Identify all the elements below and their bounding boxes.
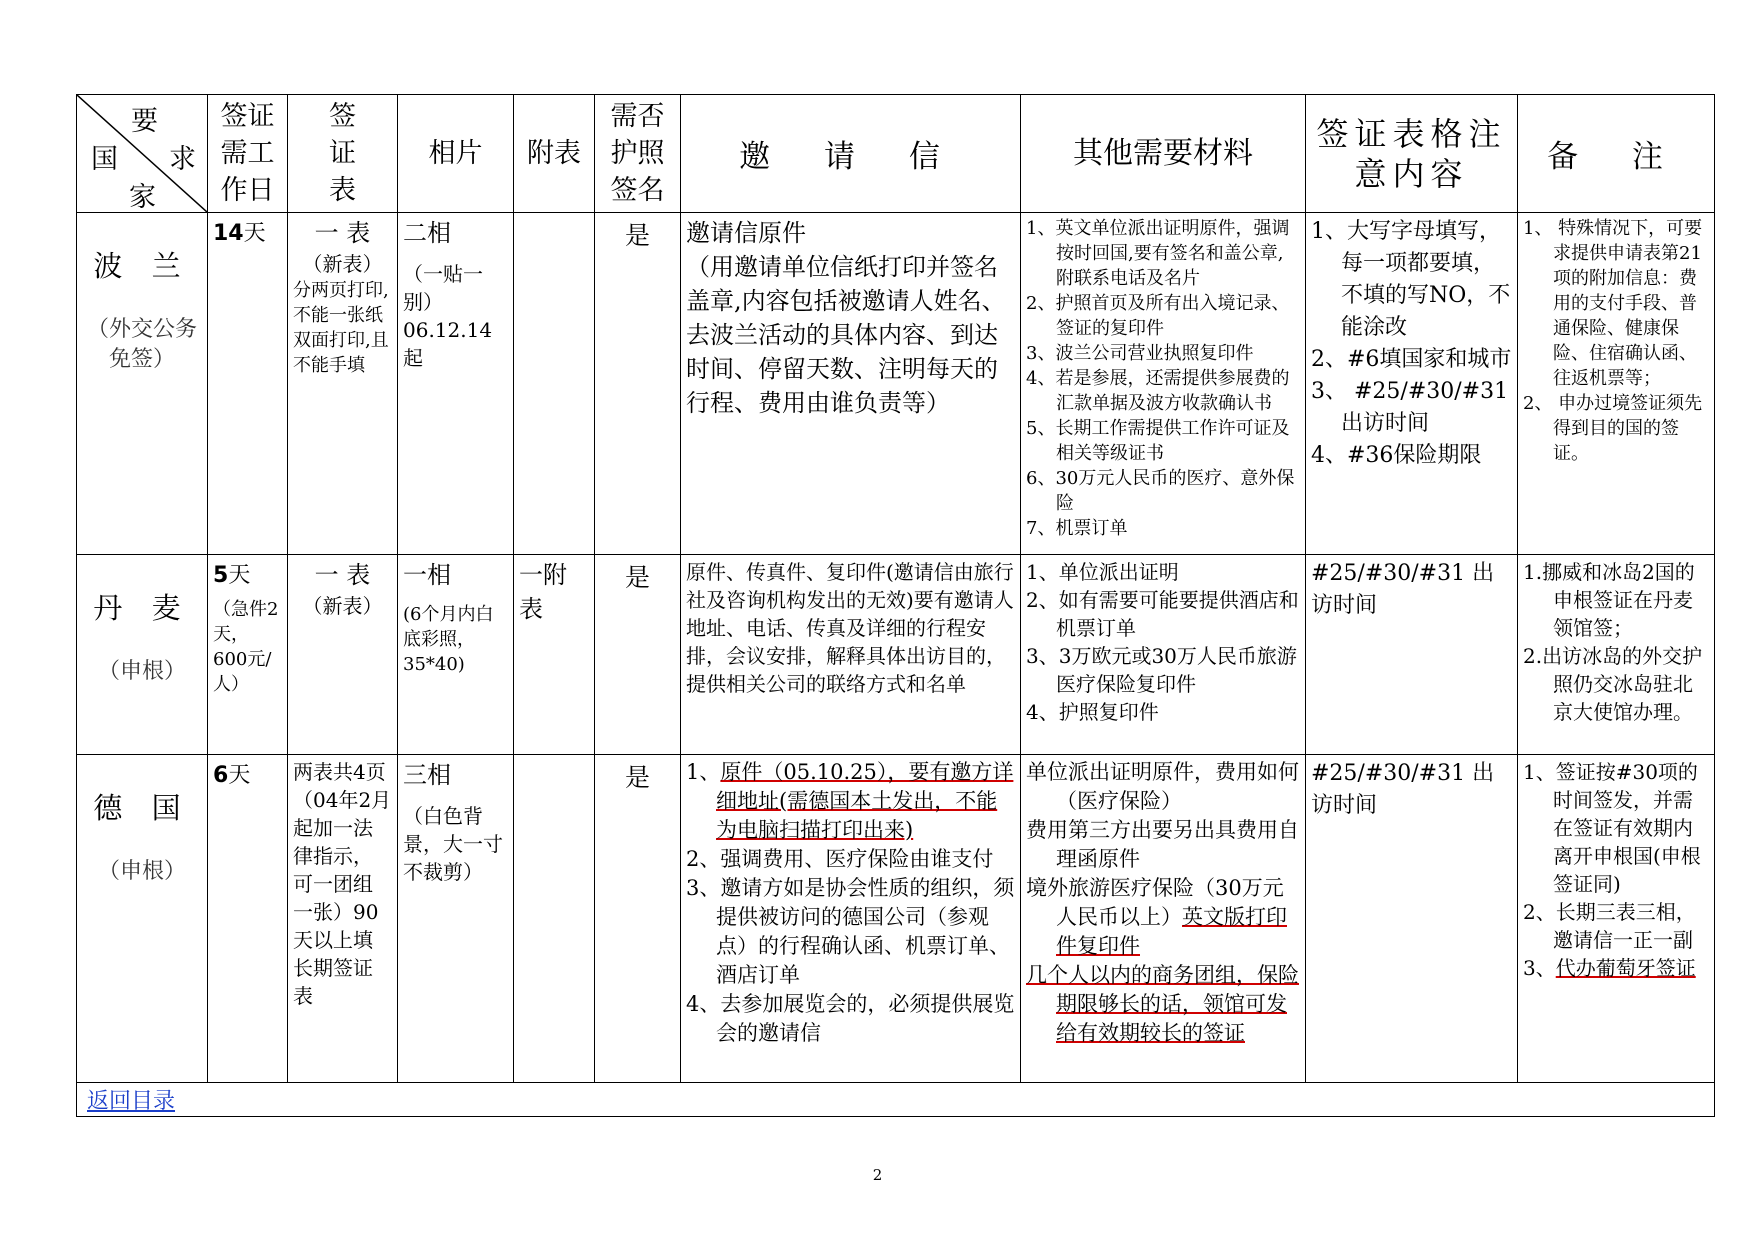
form-cell [288,555,398,755]
list-item: 几个人以内的商务团组，保险期限够长的话，领馆可发给有效期较长的签证 [1026,963,1299,1045]
list-item: 4、#36保险期限 [1311,443,1482,468]
workdays-cell [208,213,288,555]
header-attach: 附表 [514,95,595,213]
list-item: 1、单位派出证明 [1026,560,1179,584]
form-title: 两表共4页 [293,760,386,784]
item-number: 3、 [1523,956,1556,980]
footer-cell [77,1083,1715,1117]
list-item: 费用第三方出要另出具费用自理函原件 [1026,818,1299,871]
days-number: 14 [213,221,244,246]
photo-note: （白色背景，大一寸不裁剪） [403,804,503,884]
photo-note: (6个月内白底彩照，35*40) [403,604,494,675]
attach-cell: 一附表 [514,555,595,755]
remarks-cell [1518,213,1715,555]
underlined-text: 代办葡萄牙签证 [1555,956,1696,980]
remarks-cell [1518,755,1715,1083]
list-item: 2、#6填国家和城市 [1311,347,1512,372]
days-unit: 天 [228,763,251,788]
sign-cell: 是 [595,755,681,1083]
form-cell [288,755,398,1083]
list-item: 4、护照复印件 [1026,700,1159,724]
days-number: 5 [213,563,229,588]
corner-label-req2: 求 [169,144,196,175]
header-corner [77,95,208,213]
country-cell [77,755,208,1083]
visa-requirements-table [76,94,1715,1117]
list-item [1523,954,1709,982]
list-item: 1、大写字母填写，每一项都要填，不填的写NO，不能涂改 [1311,219,1511,340]
underlined-text: 英文版打印件复印件 [1056,905,1287,958]
form-title: 一 表 [314,219,371,247]
form-detail: 分两页打印,不能一张纸双面打印,且不能手填 [293,280,389,376]
photo-title: 二相 [403,219,451,247]
list-item: 2、护照首页及所有出入境记录、签证的复印件 [1026,293,1290,339]
list-item: 3、波兰公司营业执照复印件 [1026,343,1254,364]
table-row [77,555,1715,755]
other-cell [1021,555,1306,755]
header-form-notes: 签证表格注意内容 [1306,95,1518,213]
sign-cell: 是 [595,555,681,755]
list-item: 1、签证按#30项的时间签发，并需在签证有效期内离开申根国(申根签证同) [1523,760,1701,896]
list-item: 3、 #25/#30/#31出访时间 [1311,379,1509,436]
list-item: 2、 申办过境签证须先得到目的国的签证。 [1523,393,1703,464]
country-name: 波 兰 [93,249,191,283]
form-notes-cell: #25/#30/#31 出访时间 [1306,555,1518,755]
header-remarks: 备 注 [1518,95,1715,213]
photo-cell [398,213,514,555]
country-name: 德 国 [93,791,191,825]
photo-title: 三相 [403,761,451,789]
header-row [77,95,1715,213]
days-number: 6 [213,763,229,788]
remarks-cell [1518,555,1715,755]
back-to-contents-link[interactable]: 返回目录 [87,1089,176,1114]
form-notes-cell: #25/#30/#31 出访时间 [1306,755,1518,1083]
photo-cell [398,755,514,1083]
list-item: 单位派出证明原件，费用如何（医疗保险） [1026,760,1299,813]
photo-note: （一贴一别） 06.12.14起 [403,262,493,370]
underlined-text: 原件（05.10.25），要有邀方详细地址(需德国本土发出，不能为电脑扫描打印出来) [716,760,1014,842]
list-item: 3、3万欧元或30万人民币旅游医疗保险复印件 [1026,644,1297,696]
list-item: 3、邀请方如是协会性质的组织，须提供被访问的德国公司（参观点）的行程确认函、机票订单、酒店订单 [686,876,1015,987]
header-form: 签证表 [288,95,398,213]
form-title: 一 表 [314,561,371,589]
corner-label-country2: 家 [129,182,156,213]
form-note: （新表） [302,252,383,276]
country-name: 丹 麦 [93,591,191,625]
list-item [1026,874,1300,961]
text: 境外旅游医疗保险（30万元人民币以上） [1026,876,1284,929]
header-workdays: 签证需工作日 [208,95,288,213]
item-number: 1、 [686,760,721,784]
form-cell [288,213,398,555]
header-photo: 相片 [398,95,514,213]
list-item: 4、若是参展，还需提供参展费的汇款单据及波方收款确认书 [1026,368,1290,414]
attach-cell [514,213,595,555]
page-number: 2 [872,1166,883,1184]
header-other: 其他需要材料 [1021,95,1306,213]
invitation-cell [681,755,1021,1083]
header-passport-sign: 需否护照签名 [595,95,681,213]
invitation-cell: 原件、传真件、复印件(邀请信由旅行社及咨询机构发出的无效)要有邀请人地址、电话、传真及详细的行程安排，会议安排，解释具体出访目的，提供相关公司的联络方式和名单 [681,555,1021,755]
list-item [686,758,1015,845]
table-row [77,755,1715,1083]
days-unit: 天 [243,221,266,246]
days-unit: 天 [228,563,251,588]
invitation-cell: 邀请信原件 （用邀请单位信纸打印并签名盖章,内容包括被邀请人姓名、去波兰活动的具体内容、到达时间、停留天数、注明每天的行程、费用由谁负责等） [681,213,1021,555]
list-item: 4、去参加展览会的，必须提供展览会的邀请信 [686,992,1015,1045]
other-cell [1021,213,1306,555]
country-cell [77,555,208,755]
list-item: 1.挪威和冰岛2国的申根签证在丹麦领馆签； [1523,560,1695,640]
photo-title: 一相 [403,561,451,589]
footer-row [77,1083,1715,1117]
list-item: 2、长期三表三相，邀请信一正一副 [1523,900,1696,952]
country-cell [77,213,208,555]
form-note: （新表） [302,594,383,618]
country-type: （外交公务免签） [86,317,197,372]
country-type: （申根） [97,859,186,884]
form-detail: （04年2月起加一法律指示，可一团组一张）90天以上填长期签证表 [293,788,392,1008]
workdays-cell [208,555,288,755]
list-item: 7、机票订单 [1026,518,1128,539]
list-item: 1、英文单位派出证明原件，强调按时回国,要有签名和盖公章,附联系电话及名片 [1026,218,1290,289]
country-type: （申根） [97,659,186,684]
header-invitation: 邀 请 信 [681,95,1021,213]
form-notes-cell [1306,213,1518,555]
list-item: 2、强调费用、医疗保险由谁支付 [686,847,994,871]
list-item: 2.出访冰岛的外交护照仍交冰岛驻北京大使馆办理。 [1523,644,1703,724]
corner-label-req: 要 [131,106,158,137]
attach-cell [514,755,595,1083]
sign-cell: 是 [595,213,681,555]
photo-cell [398,555,514,755]
workdays-cell [208,755,288,1083]
list-item: 5、长期工作需提供工作许可证及相关等级证书 [1026,418,1290,464]
corner-label-country: 国 [91,144,118,175]
table-row [77,213,1715,555]
list-item: 6、30万元人民币的医疗、意外保险 [1026,468,1295,514]
list-item: 2、如有需要可能要提供酒店和机票订单 [1026,588,1299,640]
days-note: （急件2天，600元/人） [213,599,279,695]
other-cell [1021,755,1306,1083]
list-item: 1、 特殊情况下，可要求提供申请表第21项的附加信息：费用的支付手段、普通保险、健康保险、住宿确认函、往返机票等； [1523,218,1703,389]
